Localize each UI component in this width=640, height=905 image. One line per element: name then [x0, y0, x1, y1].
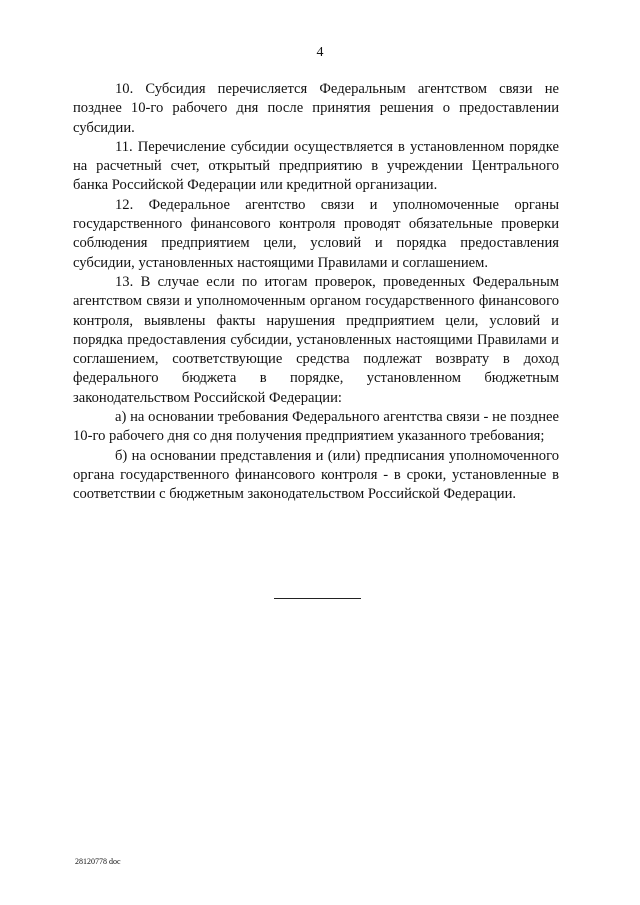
document-body [73, 80, 559, 505]
paragraph-13-a: а) на основании требования Федерального агентства связи - не позднее 10-го рабочего дня со дня получения предприятием указанного требования; [73, 409, 559, 445]
end-separator-line [274, 598, 361, 599]
paragraph-13-b: б) на основании представления и (или) предписания уполномоченного органа государственного финансового контроля - в сроки, установленные в соответствии с бюджетным законодательством Российской Федерации. [73, 447, 559, 503]
paragraph-11: 11. Перечисление субсидии осуществляется в установленном порядке на расчетный счет, открытый предприятию в учреждении Центрального банка Российской Федерации или кредитной организации. [73, 138, 559, 194]
page-number: 4 [316, 45, 324, 60]
paragraph-12: 12. Федеральное агентство связи и уполномоченные органы государственного финансового контроля проводят обязательные проверки соблюдения предприятием цели, условий и порядка предоставления субсидии, установленных настоящими Правилами и соглашением. [73, 196, 559, 271]
paragraph-10: 10. Субсидия перечисляется Федеральным агентством связи не позднее 10-го рабочего дня после принятия решения о предоставлении субсидии. [73, 81, 559, 136]
footer-document-code: 28120778 doc [75, 857, 121, 866]
paragraph-13: 13. В случае если по итогам проверок, проведенных Федеральным агентством связи и уполномоченным органом государственного финансового контроля, выявлены факты нарушения предприятием цели, условий и порядка предоставления субсидии, установленных настоящими Правилами и соглашением, соответствующие средства подлежат возврату в доход федерального бюджета в порядке, установленном бюджетным законодательством Российской Федерации: [73, 273, 559, 406]
